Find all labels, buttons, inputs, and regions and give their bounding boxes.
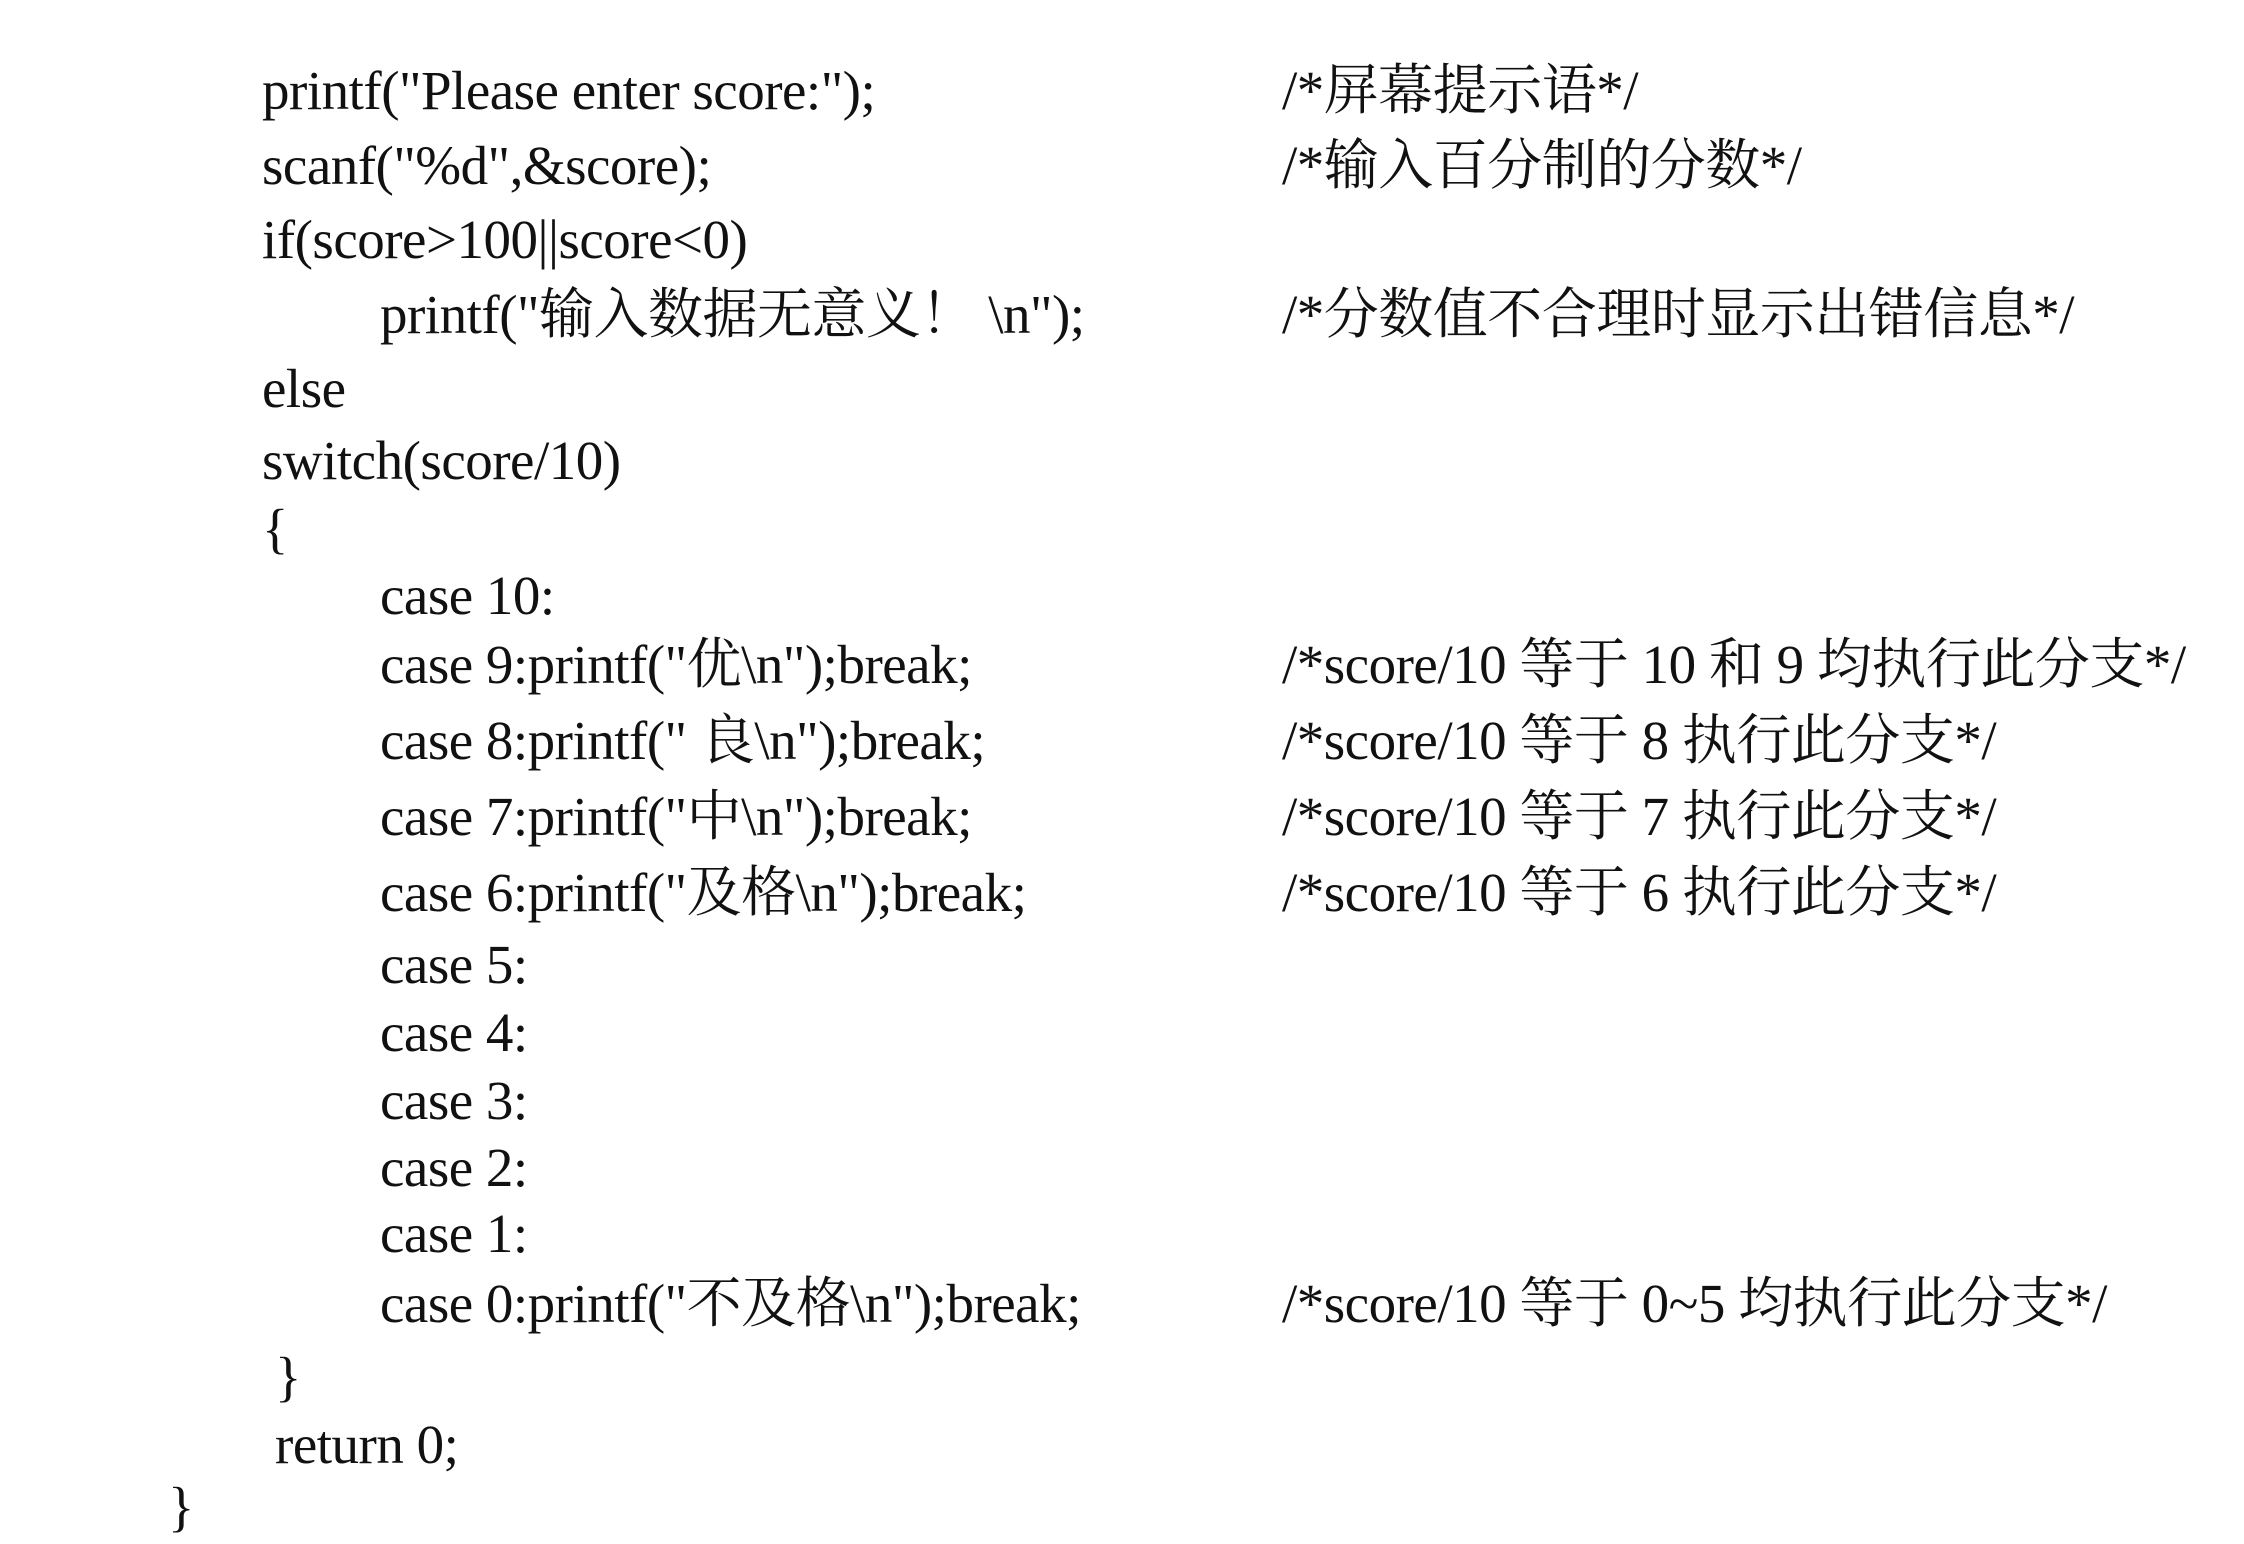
code-text: case 5: xyxy=(380,934,528,995)
code-text: case 3: xyxy=(380,1070,528,1131)
code-line xyxy=(0,628,2244,702)
code-comment: /*score/10 等于 7 执行此分支*/ xyxy=(1282,786,1997,847)
code-text: case 2: xyxy=(380,1137,528,1198)
code-text: case 6:printf("及格\n");break; xyxy=(380,862,1027,923)
code-line xyxy=(0,424,2244,498)
code-comment: /*score/10 等于 10 和 9 均执行此分支*/ xyxy=(1282,634,2186,695)
code-line xyxy=(0,996,2244,1070)
code-comment: /*score/10 等于 8 执行此分支*/ xyxy=(1282,710,1997,771)
code-text: case 8:printf(" 良\n");break; xyxy=(380,710,986,771)
code-comment: /*score/10 等于 6 执行此分支*/ xyxy=(1282,862,1997,923)
code-line xyxy=(0,928,2244,1002)
code-line xyxy=(0,1470,2244,1544)
code-text: case 0:printf("不及格\n");break; xyxy=(380,1273,1081,1334)
code-line xyxy=(0,1340,2244,1414)
code-text: case 10: xyxy=(380,565,555,626)
code-text: { xyxy=(262,498,288,559)
code-text: case 9:printf("优\n");break; xyxy=(380,634,972,695)
code-text: case 4: xyxy=(380,1002,528,1063)
code-comment: /*分数值不合理时显示出错信息*/ xyxy=(1282,284,2075,345)
code-text: } xyxy=(168,1476,194,1537)
code-text: printf("Please enter score:"); xyxy=(262,60,876,121)
code-line xyxy=(0,352,2244,426)
code-text: case 7:printf("中\n");break; xyxy=(380,786,972,847)
code-line xyxy=(0,278,2244,352)
code-line xyxy=(0,559,2244,633)
code-text: return 0; xyxy=(275,1414,459,1475)
code-text: } xyxy=(275,1346,301,1407)
code-text: scanf("%d",&score); xyxy=(262,135,712,196)
code-comment: /*score/10 等于 0~5 均执行此分支*/ xyxy=(1282,1273,2107,1334)
code-comment: /*屏幕提示语*/ xyxy=(1282,60,1639,121)
code-line xyxy=(0,780,2244,854)
code-text: printf("输入数据无意义！ \n"); xyxy=(380,284,1085,345)
code-text: else xyxy=(262,358,346,419)
code-line xyxy=(0,54,2244,128)
code-line xyxy=(0,1064,2244,1138)
code-line xyxy=(0,704,2244,778)
code-comment: /*输入百分制的分数*/ xyxy=(1282,135,1802,196)
code-text: case 1: xyxy=(380,1203,528,1264)
code-line xyxy=(0,492,2244,566)
code-text: switch(score/10) xyxy=(262,430,621,491)
code-line xyxy=(0,1131,2244,1205)
code-line xyxy=(0,203,2244,277)
code-line xyxy=(0,856,2244,930)
code-line xyxy=(0,129,2244,203)
code-line xyxy=(0,1197,2244,1271)
code-line xyxy=(0,1267,2244,1341)
code-text: if(score>100||score<0) xyxy=(262,209,748,270)
